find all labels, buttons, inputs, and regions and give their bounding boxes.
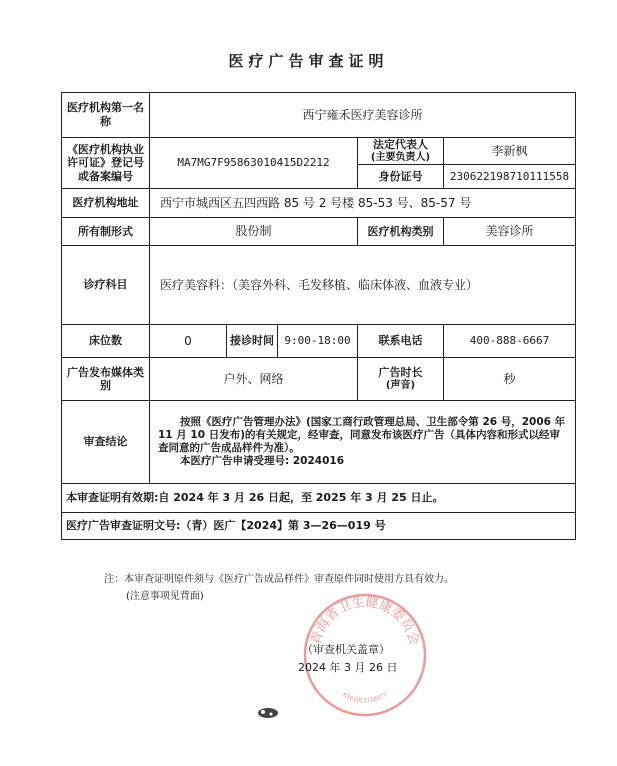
page-title: 医疗广告审查证明 bbox=[228, 52, 389, 70]
legal-rep-name: 李新枫 bbox=[444, 138, 576, 165]
certificate-table bbox=[61, 92, 576, 540]
duration-value: 秒 bbox=[444, 358, 576, 401]
ownership-value: 股份制 bbox=[150, 218, 358, 246]
phone-value: 400-888-6667 bbox=[444, 325, 576, 358]
seal-ring-textpath: 青海省卫生健康委员会 bbox=[308, 595, 422, 647]
institution-name: 西宁雍禾医疗美容诊所 bbox=[150, 93, 576, 138]
beds-label: 床位数 bbox=[62, 325, 150, 358]
legal-rep-label-text: 法定代表人 bbox=[373, 138, 428, 151]
id-number: 230622198710111558 bbox=[444, 165, 576, 189]
institution-address: 西宁市城西区五四西路 85 号 2 号楼 85-53 号、85-57 号 bbox=[150, 189, 576, 218]
seal-org-label: （审查机关盖章） bbox=[302, 643, 390, 656]
duration-label: 广告时长 bbox=[378, 366, 423, 380]
institution-name-label: 医疗机构第一名称 bbox=[62, 93, 150, 138]
usage-note: 注：本审查证明原件须与《医疗广告成品样件》审查原件同时使用方具有效力。 bbox=[104, 574, 454, 585]
back-note: (注意事项见背面) bbox=[126, 591, 204, 602]
cert-number-line: 医疗广告审查证明文号:（青）医广【2024】第 3—26—019 号 bbox=[62, 513, 576, 540]
ink-blot bbox=[256, 706, 280, 720]
legal-rep-label bbox=[358, 138, 444, 165]
subjects-value: 医疗美容科：（美容外科、毛发移植、临床体液、血液专业） bbox=[150, 246, 576, 325]
hours-value: 9:00-18:00 bbox=[278, 325, 358, 358]
seal-serial bbox=[342, 691, 389, 704]
media-label: 广告发布媒体类别 bbox=[62, 358, 150, 401]
seal-ring-text bbox=[308, 594, 422, 646]
category-label: 医疗机构类别 bbox=[358, 218, 444, 246]
seal-serial-textpath: 6301011718977 bbox=[341, 691, 389, 705]
validity-line: 本审查证明有效期:自 2024 年 3 月 26 日起，至 2025 年 3 月 25 日止。 bbox=[62, 484, 576, 513]
category-value: 美容诊所 bbox=[444, 218, 576, 246]
ownership-label: 所有制形式 bbox=[62, 218, 150, 246]
audio-label: (声音) bbox=[385, 379, 416, 391]
hours-label: 接诊时间 bbox=[227, 325, 278, 358]
accept-label: 本医疗广告申请受理号: bbox=[180, 455, 290, 468]
address-label: 医疗机构地址 bbox=[62, 189, 150, 218]
principal-label: (主要负责人) bbox=[370, 151, 431, 163]
beds-value: 0 bbox=[150, 325, 227, 358]
seal-date: 2024 年 3 月 26 日 bbox=[298, 661, 398, 674]
subjects-label: 诊疗科目 bbox=[62, 246, 150, 325]
media-value: 户外、网络 bbox=[150, 358, 358, 401]
license-label: 《医疗机构执业许可证》登记号或备案编号 bbox=[62, 138, 150, 189]
conclusion-text: 按照《医疗广告管理办法》(国家工商行政管理总局、卫生部令第 26 号，2006 年 11 月 10 日发布)的有关规定，经审查，同意发布该医疗广告（具体内容和形式以经审查同意的广告成品样件为准）。 bbox=[158, 416, 566, 455]
license-number: MA7MG7F95863010415D2212 bbox=[150, 138, 358, 189]
phone-label: 联系电话 bbox=[358, 325, 444, 358]
accept-line bbox=[158, 455, 567, 468]
conclusion-cell bbox=[150, 401, 576, 484]
duration-label-cell bbox=[358, 358, 444, 401]
accept-number: 2024016 bbox=[292, 455, 345, 468]
conclusion-label: 审查结论 bbox=[62, 401, 150, 484]
id-label: 身份证号 bbox=[358, 165, 444, 189]
